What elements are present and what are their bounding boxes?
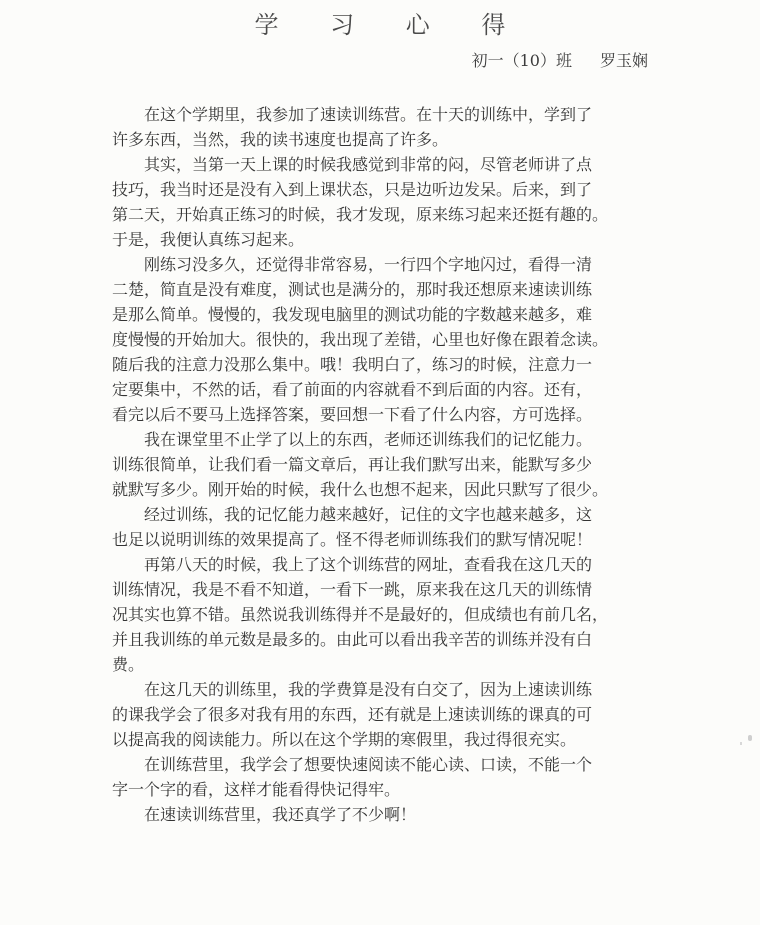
text-line: 再第八天的时候，我上了这个训练营的网址，查看我在这几天的: [144, 555, 593, 574]
text-line: 在这个学期里，我参加了速读训练营。在十天的训练中，学到了: [144, 105, 593, 124]
text-line: 经过训练，我的记忆能力越来越好，记住的文字也越来越多，这: [144, 505, 593, 524]
text-line: 就默写多少。刚开始的时候，我什么也想不起来，因此只默写了很少。: [112, 480, 609, 499]
text-line: 的课我学会了很多对我有用的东西，还有就是上速读训练的课真的可: [112, 705, 593, 724]
byline: [472, 50, 648, 72]
text-line: 定要集中，不然的话，看了前面的内容就看不到后面的内容。还有，: [112, 380, 593, 399]
class-label: 初一（10）班: [471, 51, 572, 70]
text-line: 也足以说明训练的效果提高了。怪不得老师训练我们的默写情况呢！: [112, 530, 593, 549]
text-line: 是那么简单。慢慢的，我发现电脑里的测试功能的字数越来越多，难: [112, 305, 593, 324]
scan-speck: [748, 735, 752, 741]
scan-speck: [740, 742, 742, 745]
text-line: 随后我的注意力没那么集中。哦！我明白了，练习的时候，注意力一: [112, 355, 593, 374]
text-line: 并且我训练的单元数是最多的。由此可以看出我辛苦的训练并没有白: [112, 630, 593, 649]
text-line: 训练很简单，让我们看一篇文章后，再让我们默写出来，能默写多少: [112, 455, 593, 474]
text-line: 其实，当第一天上课的时候我感觉到非常的闷，尽管老师讲了点: [144, 155, 593, 174]
text-line: 第二天，开始真正练习的时候，我才发现，原来练习起来还挺有趣的。: [112, 205, 609, 224]
text-line: 在这几天的训练里，我的学费算是没有白交了，因为上速读训练: [144, 680, 593, 699]
text-line: 以提高我的阅读能力。所以在这个学期的寒假里，我过得很充实。: [112, 730, 577, 749]
text-line: 训练情况，我是不看不知道，一看下一跳，原来我在这几天的训练情: [112, 580, 593, 599]
text-line: 技巧，我当时还是没有入到上课状态，只是边听边发呆。后来，到了: [112, 180, 593, 199]
text-line: 度慢慢的开始加大。很快的，我出现了差错，心里也好像在跟着念读。: [112, 330, 609, 349]
essay-body: [112, 102, 652, 827]
document-title: 学 习 心 得: [254, 11, 528, 39]
text-line: 在训练营里，我学会了想要快速阅读不能心读、口读，不能一个: [144, 755, 593, 774]
author-name: 罗玉娴: [599, 51, 648, 70]
text-line: 许多东西，当然，我的读书速度也提高了许多。: [112, 130, 449, 149]
text-line: 看完以后不要马上选择答案，要回想一下看了什么内容，方可选择。: [112, 405, 593, 424]
text-line: 于是，我便认真练习起来。: [112, 230, 305, 249]
text-line: 在速读训练营里，我还真学了不少啊！: [144, 805, 417, 824]
text-line: 我在课堂里不止学了以上的东西，老师还训练我们的记忆能力。: [144, 430, 593, 449]
text-line: 二楚，简直是没有难度，测试也是满分的，那时我还想原来速读训练: [112, 280, 593, 299]
text-line: 刚练习没多久，还觉得非常容易，一行四个字地闪过，看得一清: [144, 255, 593, 274]
text-line: 费。: [112, 655, 145, 674]
text-line: 况其实也算不错。虽然说我训练得并不是最好的，但成绩也有前几名，: [112, 605, 609, 624]
text-line: 字一个字的看，这样才能看得快记得牢。: [112, 780, 401, 799]
